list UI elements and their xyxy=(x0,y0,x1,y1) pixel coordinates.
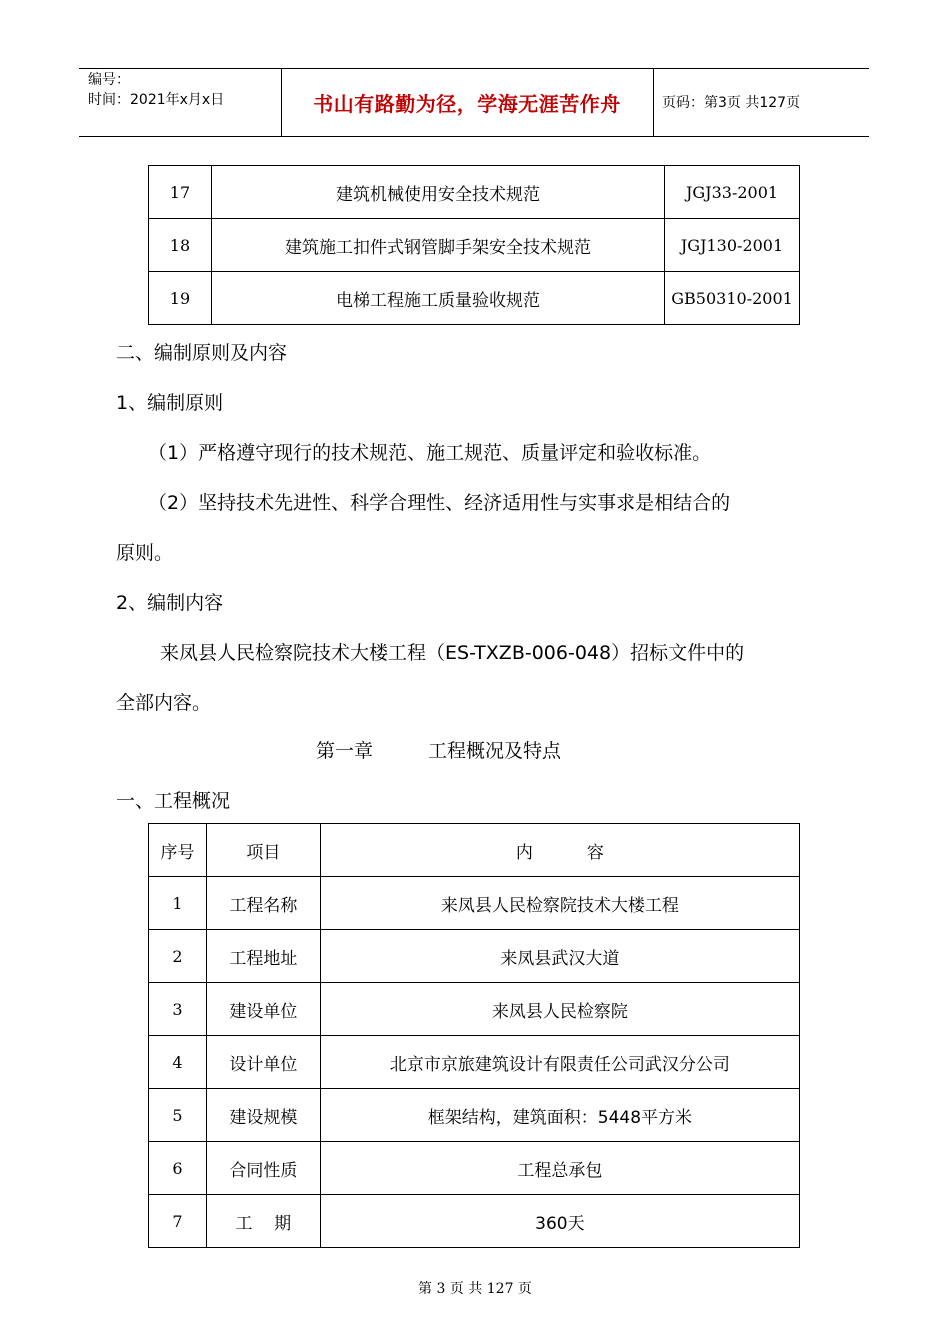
row-content: 来凤县人民检察院 xyxy=(320,983,799,1036)
principle-1: （1）严格遵守现行的技术规范、施工规范、质量评定和验收标准。 xyxy=(148,442,712,464)
content-desc: 来凤县人民检察院技术大楼工程（ES-TXZB-006-048）招标文件中的 xyxy=(160,642,745,664)
chapter-number: 第一章 xyxy=(316,740,374,762)
table-row xyxy=(149,166,800,219)
section2-title: 二、编制原则及内容 xyxy=(116,342,288,364)
row-number: 6 xyxy=(149,1142,207,1195)
content-desc-cont: 全部内容。 xyxy=(116,692,212,714)
row-content: 工程总承包 xyxy=(320,1142,799,1195)
row-item: 合同性质 xyxy=(206,1142,320,1195)
sub2-title: 2、编制内容 xyxy=(116,592,224,614)
table-row xyxy=(149,1089,800,1142)
row-number: 19 xyxy=(149,272,212,325)
standard-name: 建筑机械使用安全技术规范 xyxy=(211,166,664,219)
table-row xyxy=(149,1195,800,1248)
header-content: 内 容 xyxy=(320,824,799,877)
standard-code: GB50310-2001 xyxy=(665,272,800,325)
header-no: 序号 xyxy=(149,824,207,877)
row-item: 设计单位 xyxy=(206,1036,320,1089)
row-content: 北京市京旅建筑设计有限责任公司武汉分公司 xyxy=(320,1036,799,1089)
page-footer: 第 3 页 共 127 页 xyxy=(418,1281,532,1297)
header-page-info: 页码：第3页 共127页 xyxy=(662,95,801,111)
row-item: 工程地址 xyxy=(206,930,320,983)
row-number: 4 xyxy=(149,1036,207,1089)
principle-2: （2）坚持技术先进性、科学合理性、经济适用性与实事求是相结合的 xyxy=(148,492,731,514)
row-number: 17 xyxy=(149,166,212,219)
table-row xyxy=(149,1142,800,1195)
row-content: 来凤县人民检察院技术大楼工程 xyxy=(320,877,799,930)
row-content: 来凤县武汉大道 xyxy=(320,930,799,983)
row-item: 工 期 xyxy=(206,1195,320,1248)
row-number: 1 xyxy=(149,877,207,930)
header-top-rule xyxy=(79,68,869,69)
header-code: 编号： xyxy=(88,72,130,88)
standard-name: 电梯工程施工质量验收规范 xyxy=(211,272,664,325)
sub1-title: 1、编制原则 xyxy=(116,392,224,414)
row-item: 工程名称 xyxy=(206,877,320,930)
standard-code: JGJ130-2001 xyxy=(665,219,800,272)
header-item: 项目 xyxy=(206,824,320,877)
standard-name: 建筑施工扣件式钢管脚手架安全技术规范 xyxy=(211,219,664,272)
standard-code: JGJ33-2001 xyxy=(665,166,800,219)
table-row xyxy=(149,1036,800,1089)
row-content: 框架结构，建筑面积：5448平方米 xyxy=(320,1089,799,1142)
row-number: 18 xyxy=(149,219,212,272)
table-header-row xyxy=(149,824,800,877)
header-divider xyxy=(653,68,654,136)
header-bottom-rule xyxy=(79,136,869,137)
header-motto: 书山有路勤为径，学海无涯苦作舟 xyxy=(313,92,621,116)
row-content: 360天 xyxy=(320,1195,799,1248)
row-item: 建设规模 xyxy=(206,1089,320,1142)
table-row xyxy=(149,272,800,325)
table-row xyxy=(149,983,800,1036)
header-meta xyxy=(88,70,224,110)
row-number: 5 xyxy=(149,1089,207,1142)
standards-table xyxy=(148,165,800,325)
row-number: 7 xyxy=(149,1195,207,1248)
section1-title: 一、工程概况 xyxy=(116,790,231,812)
overview-table xyxy=(148,823,800,1248)
principle-2-cont: 原则。 xyxy=(116,542,174,564)
chapter-title: 工程概况及特点 xyxy=(428,740,562,762)
row-number: 3 xyxy=(149,983,207,1036)
row-item: 建设单位 xyxy=(206,983,320,1036)
table-row xyxy=(149,219,800,272)
table-row xyxy=(149,930,800,983)
row-number: 2 xyxy=(149,930,207,983)
table-row xyxy=(149,877,800,930)
header-time: 时间：2021年x月x日 xyxy=(88,92,225,108)
